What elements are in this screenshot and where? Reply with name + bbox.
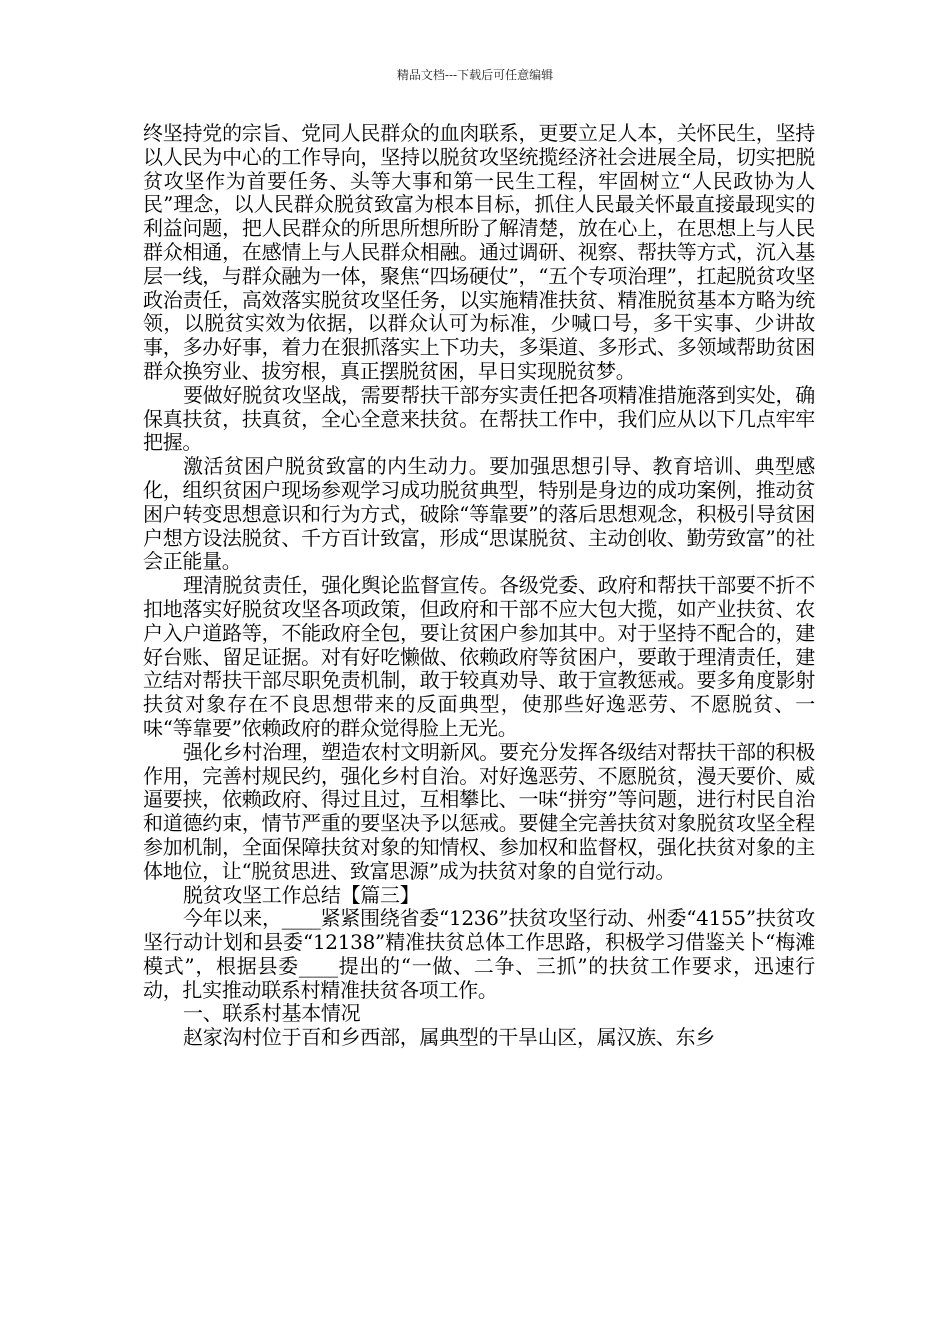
paragraph: 今年以来，____紧紧围绕省委“1236”扶贫攻坚行动、州委“4155”扶贫攻坚行动计划和县委“12138”精准扶贫总体工作思路，积极学习借鉴关卜“梅滩模式”，根据县委____提出的“一做、二争、三抓”的扶贫工作要求，迅速行动，扎实推动联系村精准扶贫各项工作。 [143,906,815,1002]
page-header: 精品文档---下载后可任意编辑 [396,68,554,82]
paragraph: 要做好脱贫攻坚战，需要帮扶干部夯实责任把各项精准措施落到实处，确保真扶贫，扶真贫，全心全意来扶贫。在帮扶工作中，我们应从以下几点牢牢把握。 [143,382,815,455]
document-body [143,122,815,1050]
paragraph: 强化乡村治理，塑造农村文明新风。要充分发挥各级结对帮扶干部的积极作用，完善村规民约，强化乡村自治。对好逸恶劳、不愿脱贫，漫天要价、威逼要挟，依赖政府、得过且过，互相攀比、一味“拼穷”等问题，进行村民自治和道德约束，情节严重的要坚决予以惩戒。要健全完善扶贫对象脱贫攻坚全程参加机制，全面保障扶贫对象的知情权、参加权和监督权，强化扶贫对象的主体地位，让“脱贫思进、致富思源”成为扶贫对象的自觉行动。 [143,739,815,883]
paragraph: 理清脱贫责任，强化舆论监督宣传。各级党委、政府和帮扶干部要不折不扣地落实好脱贫攻坚各项政策，但政府和干部不应大包大揽，如产业扶贫、农户入户道路等，不能政府全包，要让贫困户参加其中。对于坚持不配合的，建好台账、留足证据。对有好吃懒做、依赖政府等贫困户，要敢于理清责任，建立结对帮扶干部尽职免责机制，敢于较真劝导、敢于宣教惩戒。要多角度影射扶贫对象存在不良思想带来的反面典型，使那些好逸恶劳、不愿脱贫、一味“等靠要”依赖政府的群众觉得脸上无光。 [143,573,815,740]
paragraph: 终坚持党的宗旨、党同人民群众的血肉联系，更要立足人本，关怀民生，坚持以人民为中心的工作导向，坚持以脱贫攻坚统揽经济社会进展全局，切实把脱贫攻坚作为首要任务、头等大事和第一民生工程，牢固树立“人民政协为人民”理念，以人民群众脱贫致富为根本目标，抓住人民最关怀最直接最现实的利益问题，把人民群众的所思所想所盼了解清楚，放在心上，在思想上与人民群众相通，在感情上与人民群众相融。通过调研、视察、帮扶等方式，沉入基层一线，与群众融为一体，聚焦“四场硬仗”，“五个专项治理”，扛起脱贫攻坚政治责任，高效落实脱贫攻坚任务，以实施精准扶贫、精准脱贫基本方略为统领，以脱贫实效为依据，以群众认可为标准，少喊口号，多干实事、少讲故事，多办好事，着力在狠抓落实上下功夫，多渠道、多形式、多领域帮助贫困群众换穷业、拔穷根，真正摆脱贫困，早日实现脱贫梦。 [143,121,815,383]
paragraph: 激活贫困户脱贫致富的内生动力。要加强思想引导、教育培训、典型感化，组织贫困户现场参观学习成功脱贫典型，特别是身边的成功案例，推动贫困户转变思想意识和行为方式，破除“等靠要”的落后思想观念，积极引导贫困户想方设法脱贫、千方百计致富，形成“思谋脱贫、主动创收、勤劳致富”的社会正能量。 [143,454,815,574]
paragraph: 赵家沟村位于百和乡西部，属典型的干旱山区，属汉族、东乡 [183,1025,715,1050]
subsection-heading: 一、联系村基本情况 [183,1001,361,1026]
section-heading: 脱贫攻坚工作总结【篇三】 [183,882,420,907]
